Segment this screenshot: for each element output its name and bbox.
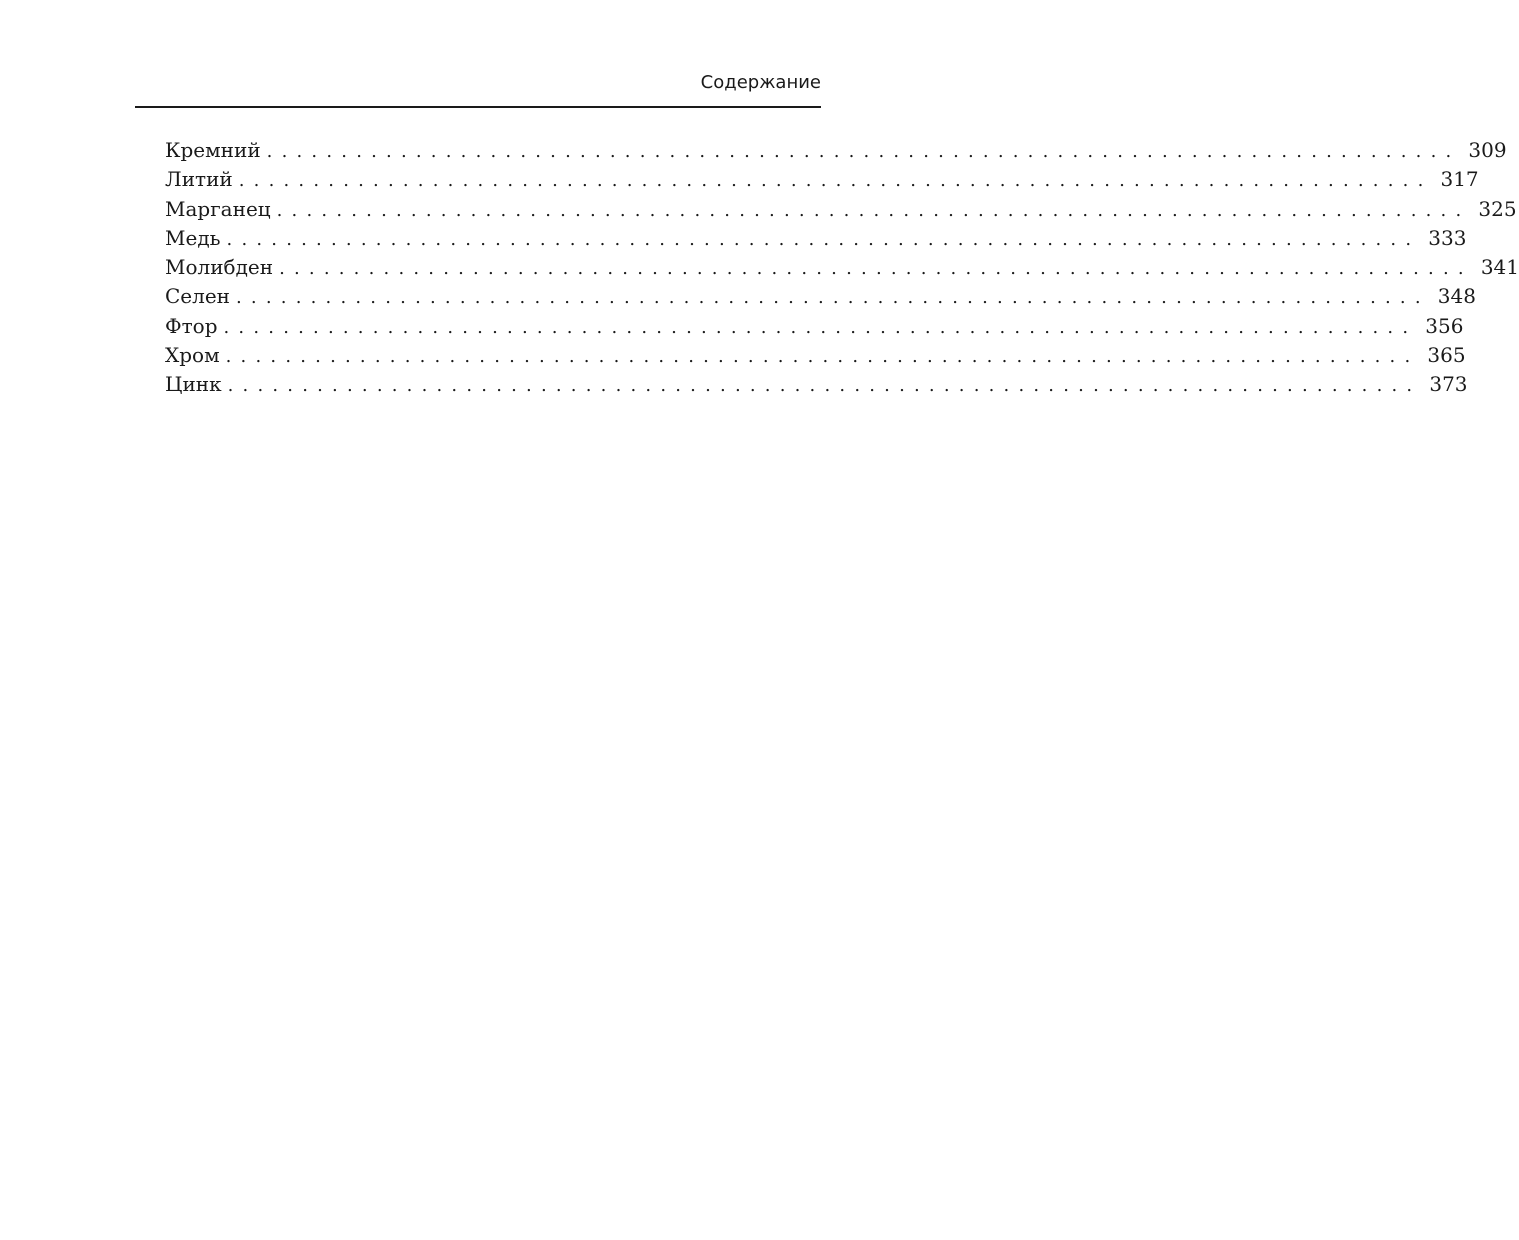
toc-entry-title: Селен	[165, 284, 231, 309]
dot-leader: ................................................................................	[266, 141, 1461, 162]
header-rule	[135, 106, 821, 108]
toc-entry-title: Литий	[165, 167, 233, 192]
toc-entry[interactable]	[165, 165, 1479, 194]
toc-entry-page: 341	[1480, 255, 1519, 280]
toc-entry-title: Молибден	[165, 255, 274, 280]
toc-entry-page: 333	[1428, 225, 1467, 250]
dot-leader: ................................................................................	[238, 170, 1433, 192]
toc-entry-page: 317	[1440, 167, 1479, 192]
toc-entry-title: Хром	[165, 343, 220, 368]
running-header-title: Содержание	[700, 72, 821, 93]
toc-entry[interactable]	[165, 253, 1519, 282]
toc-entry-page: 356	[1425, 313, 1464, 338]
toc-entry[interactable]	[165, 224, 1467, 253]
toc-entry[interactable]	[165, 370, 1468, 399]
toc-entry-title: Кремний	[165, 138, 261, 162]
dot-leader: ................................................................................	[279, 258, 1473, 280]
toc-entry-page: 373	[1429, 372, 1468, 397]
dot-leader: ................................................................................	[226, 228, 1421, 250]
dot-leader: ................................................................................	[236, 287, 1430, 309]
dot-leader: ................................................................................	[276, 199, 1471, 221]
toc-entry-page: 309	[1468, 138, 1507, 162]
toc-entry-page: 365	[1427, 343, 1466, 368]
toc-entry[interactable]	[165, 195, 1517, 224]
toc-entry[interactable]	[165, 136, 1507, 165]
dot-leader: ................................................................................	[223, 316, 1418, 338]
toc-entry-page: 348	[1437, 284, 1476, 309]
toc-entry-title: Фтор	[165, 313, 218, 338]
dot-leader: ................................................................................	[227, 375, 1422, 397]
toc-entry-title: Медь	[165, 225, 221, 250]
table-of-contents	[165, 136, 1519, 400]
toc-entry-title: Марганец	[165, 196, 271, 221]
toc-entry[interactable]	[165, 282, 1476, 311]
toc-entry[interactable]	[165, 341, 1466, 370]
toc-entry-page: 325	[1478, 196, 1517, 221]
dot-leader: ................................................................................	[225, 346, 1420, 368]
toc-entry[interactable]	[165, 312, 1464, 341]
toc-entry-title: Цинк	[165, 372, 222, 397]
